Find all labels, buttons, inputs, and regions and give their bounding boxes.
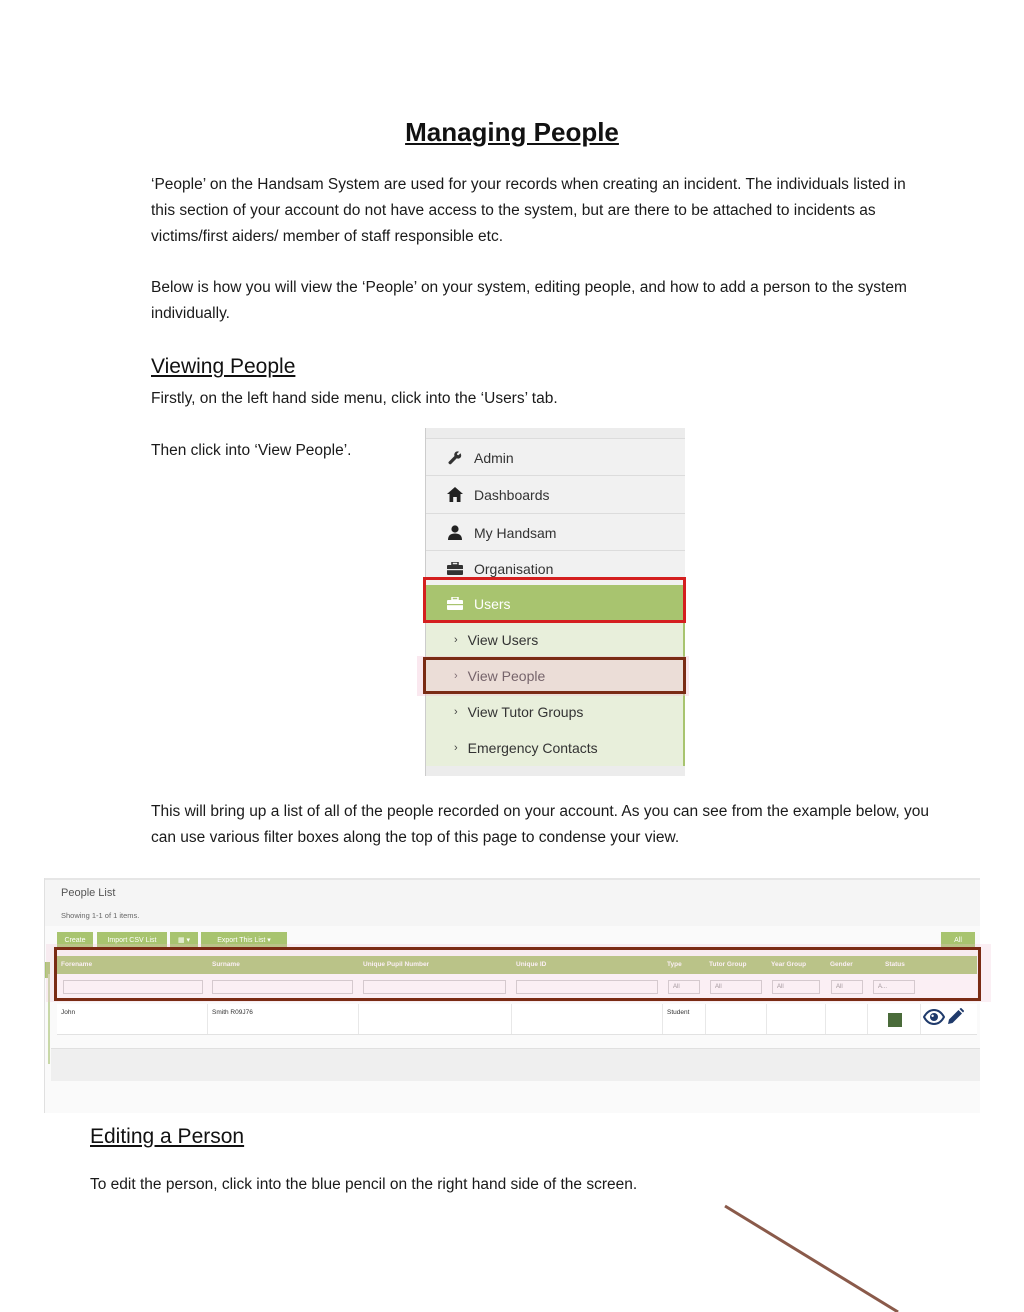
view-people-highlight bbox=[423, 657, 686, 694]
submenu-item-emergency-contacts[interactable] bbox=[426, 730, 685, 766]
submenu-item-view-tutor-groups[interactable] bbox=[426, 694, 685, 730]
filter-row-highlight bbox=[54, 947, 981, 1001]
people-list-header-bar bbox=[45, 878, 980, 926]
submenu-item-label: View Tutor Groups bbox=[467, 704, 584, 720]
viewing-paragraph-1: Firstly, on the left hand side menu, click into the ‘Users’ tab. bbox=[151, 390, 558, 407]
gender-filter-select[interactable]: All bbox=[831, 980, 863, 994]
menu-item-label: My Handsam bbox=[474, 524, 557, 541]
user-icon bbox=[446, 524, 464, 542]
submenu-item-view-users[interactable] bbox=[426, 622, 685, 658]
home-icon bbox=[446, 486, 464, 504]
menu-item-label: Users bbox=[474, 595, 511, 612]
viewing-paragraph-2: Then click into ‘View People’. bbox=[151, 442, 352, 459]
column-divider bbox=[766, 1004, 767, 1034]
column-gender[interactable]: Gender bbox=[830, 961, 853, 968]
grid-options-button[interactable]: ▦ ▾ bbox=[170, 932, 198, 948]
intro-paragraph-1: ‘People’ on the Handsam System are used for your records when creating an incident. The individuals listed in this section of your account do not have access to the system, but are there to be attached to incidents as victims/first aiders/ member of staff responsible etc. bbox=[151, 176, 906, 245]
show-all-button[interactable]: All bbox=[941, 932, 975, 948]
column-forename[interactable]: Forename bbox=[61, 961, 93, 968]
editing-paragraph: To edit the person, click into the blue pencil on the right hand side of the screen. bbox=[90, 1176, 638, 1193]
column-divider bbox=[207, 1004, 208, 1034]
users-tab-highlight bbox=[423, 577, 686, 623]
submenu-item-label: View Users bbox=[467, 632, 539, 648]
chevron-right-icon: › bbox=[454, 634, 458, 646]
table-footer bbox=[51, 1048, 980, 1081]
editing-person-heading: Editing a Person bbox=[90, 1125, 245, 1148]
menu-item-label: Organisation bbox=[474, 560, 554, 577]
column-tutor-group[interactable]: Tutor Group bbox=[709, 961, 747, 968]
page-title: Managing People bbox=[405, 117, 619, 147]
chevron-right-icon: › bbox=[454, 742, 458, 754]
people-list-paragraph: This will bring up a list of all of the people recorded on your account. As you can see from the example below, you can use various filter boxes along the top of this page to condense your view. bbox=[151, 803, 930, 846]
intro-paragraph-2: Below is how you will view the ‘People’ on your system, editing people, and how to add a person to the system individually. bbox=[151, 279, 907, 322]
table-row bbox=[57, 1004, 977, 1035]
wrench-icon bbox=[446, 449, 464, 467]
column-divider bbox=[358, 1004, 359, 1034]
menu-item-label: Dashboards bbox=[474, 486, 550, 503]
status-indicator bbox=[888, 1013, 902, 1027]
people-list-showing-count: Showing 1-1 of 1 items. bbox=[61, 911, 140, 920]
column-surname[interactable]: Surname bbox=[212, 961, 240, 968]
column-type[interactable]: Type bbox=[667, 961, 682, 968]
menu-item-my-handsam[interactable] bbox=[426, 513, 685, 551]
cell-forename: John bbox=[61, 1009, 76, 1016]
column-divider bbox=[867, 1004, 868, 1034]
column-divider bbox=[662, 1004, 663, 1034]
menu-item-admin[interactable] bbox=[426, 438, 685, 476]
submenu-item-label: View People bbox=[467, 668, 546, 684]
edit-pencil-icon[interactable] bbox=[946, 1008, 964, 1031]
menu-item-dashboards[interactable] bbox=[426, 475, 685, 513]
menu-item-label: Admin bbox=[474, 449, 514, 466]
briefcase-icon bbox=[446, 560, 464, 578]
column-unique-pupil-number[interactable]: Unique Pupil Number bbox=[363, 961, 430, 968]
column-divider bbox=[705, 1004, 706, 1034]
type-filter-select[interactable]: All bbox=[668, 980, 700, 994]
column-divider bbox=[920, 1004, 921, 1034]
column-divider bbox=[825, 1004, 826, 1034]
column-divider bbox=[511, 1004, 512, 1034]
chevron-right-icon: › bbox=[454, 670, 458, 682]
create-button[interactable]: Create bbox=[57, 932, 93, 948]
column-unique-id[interactable]: Unique ID bbox=[516, 961, 547, 968]
people-list-title: People List bbox=[61, 887, 116, 899]
column-status[interactable]: Status bbox=[885, 961, 905, 968]
cell-surname: Smith R09J76 bbox=[212, 1009, 253, 1016]
viewing-people-heading: Viewing People bbox=[151, 355, 296, 378]
pointer-arrow-line bbox=[720, 1200, 900, 1312]
year-group-filter-select[interactable]: All bbox=[772, 980, 820, 994]
import-csv-button[interactable]: Import CSV List bbox=[97, 932, 167, 948]
submenu-item-label: Emergency Contacts bbox=[467, 740, 598, 756]
column-year-group[interactable]: Year Group bbox=[771, 961, 807, 968]
tutor-group-filter-select[interactable]: All bbox=[710, 980, 762, 994]
status-filter-select[interactable]: A... bbox=[873, 980, 915, 994]
cell-type: Student bbox=[667, 1009, 690, 1016]
chevron-right-icon: › bbox=[454, 706, 458, 718]
view-eye-icon[interactable] bbox=[923, 1009, 945, 1030]
export-list-button[interactable]: Export This List ▾ bbox=[201, 932, 287, 948]
